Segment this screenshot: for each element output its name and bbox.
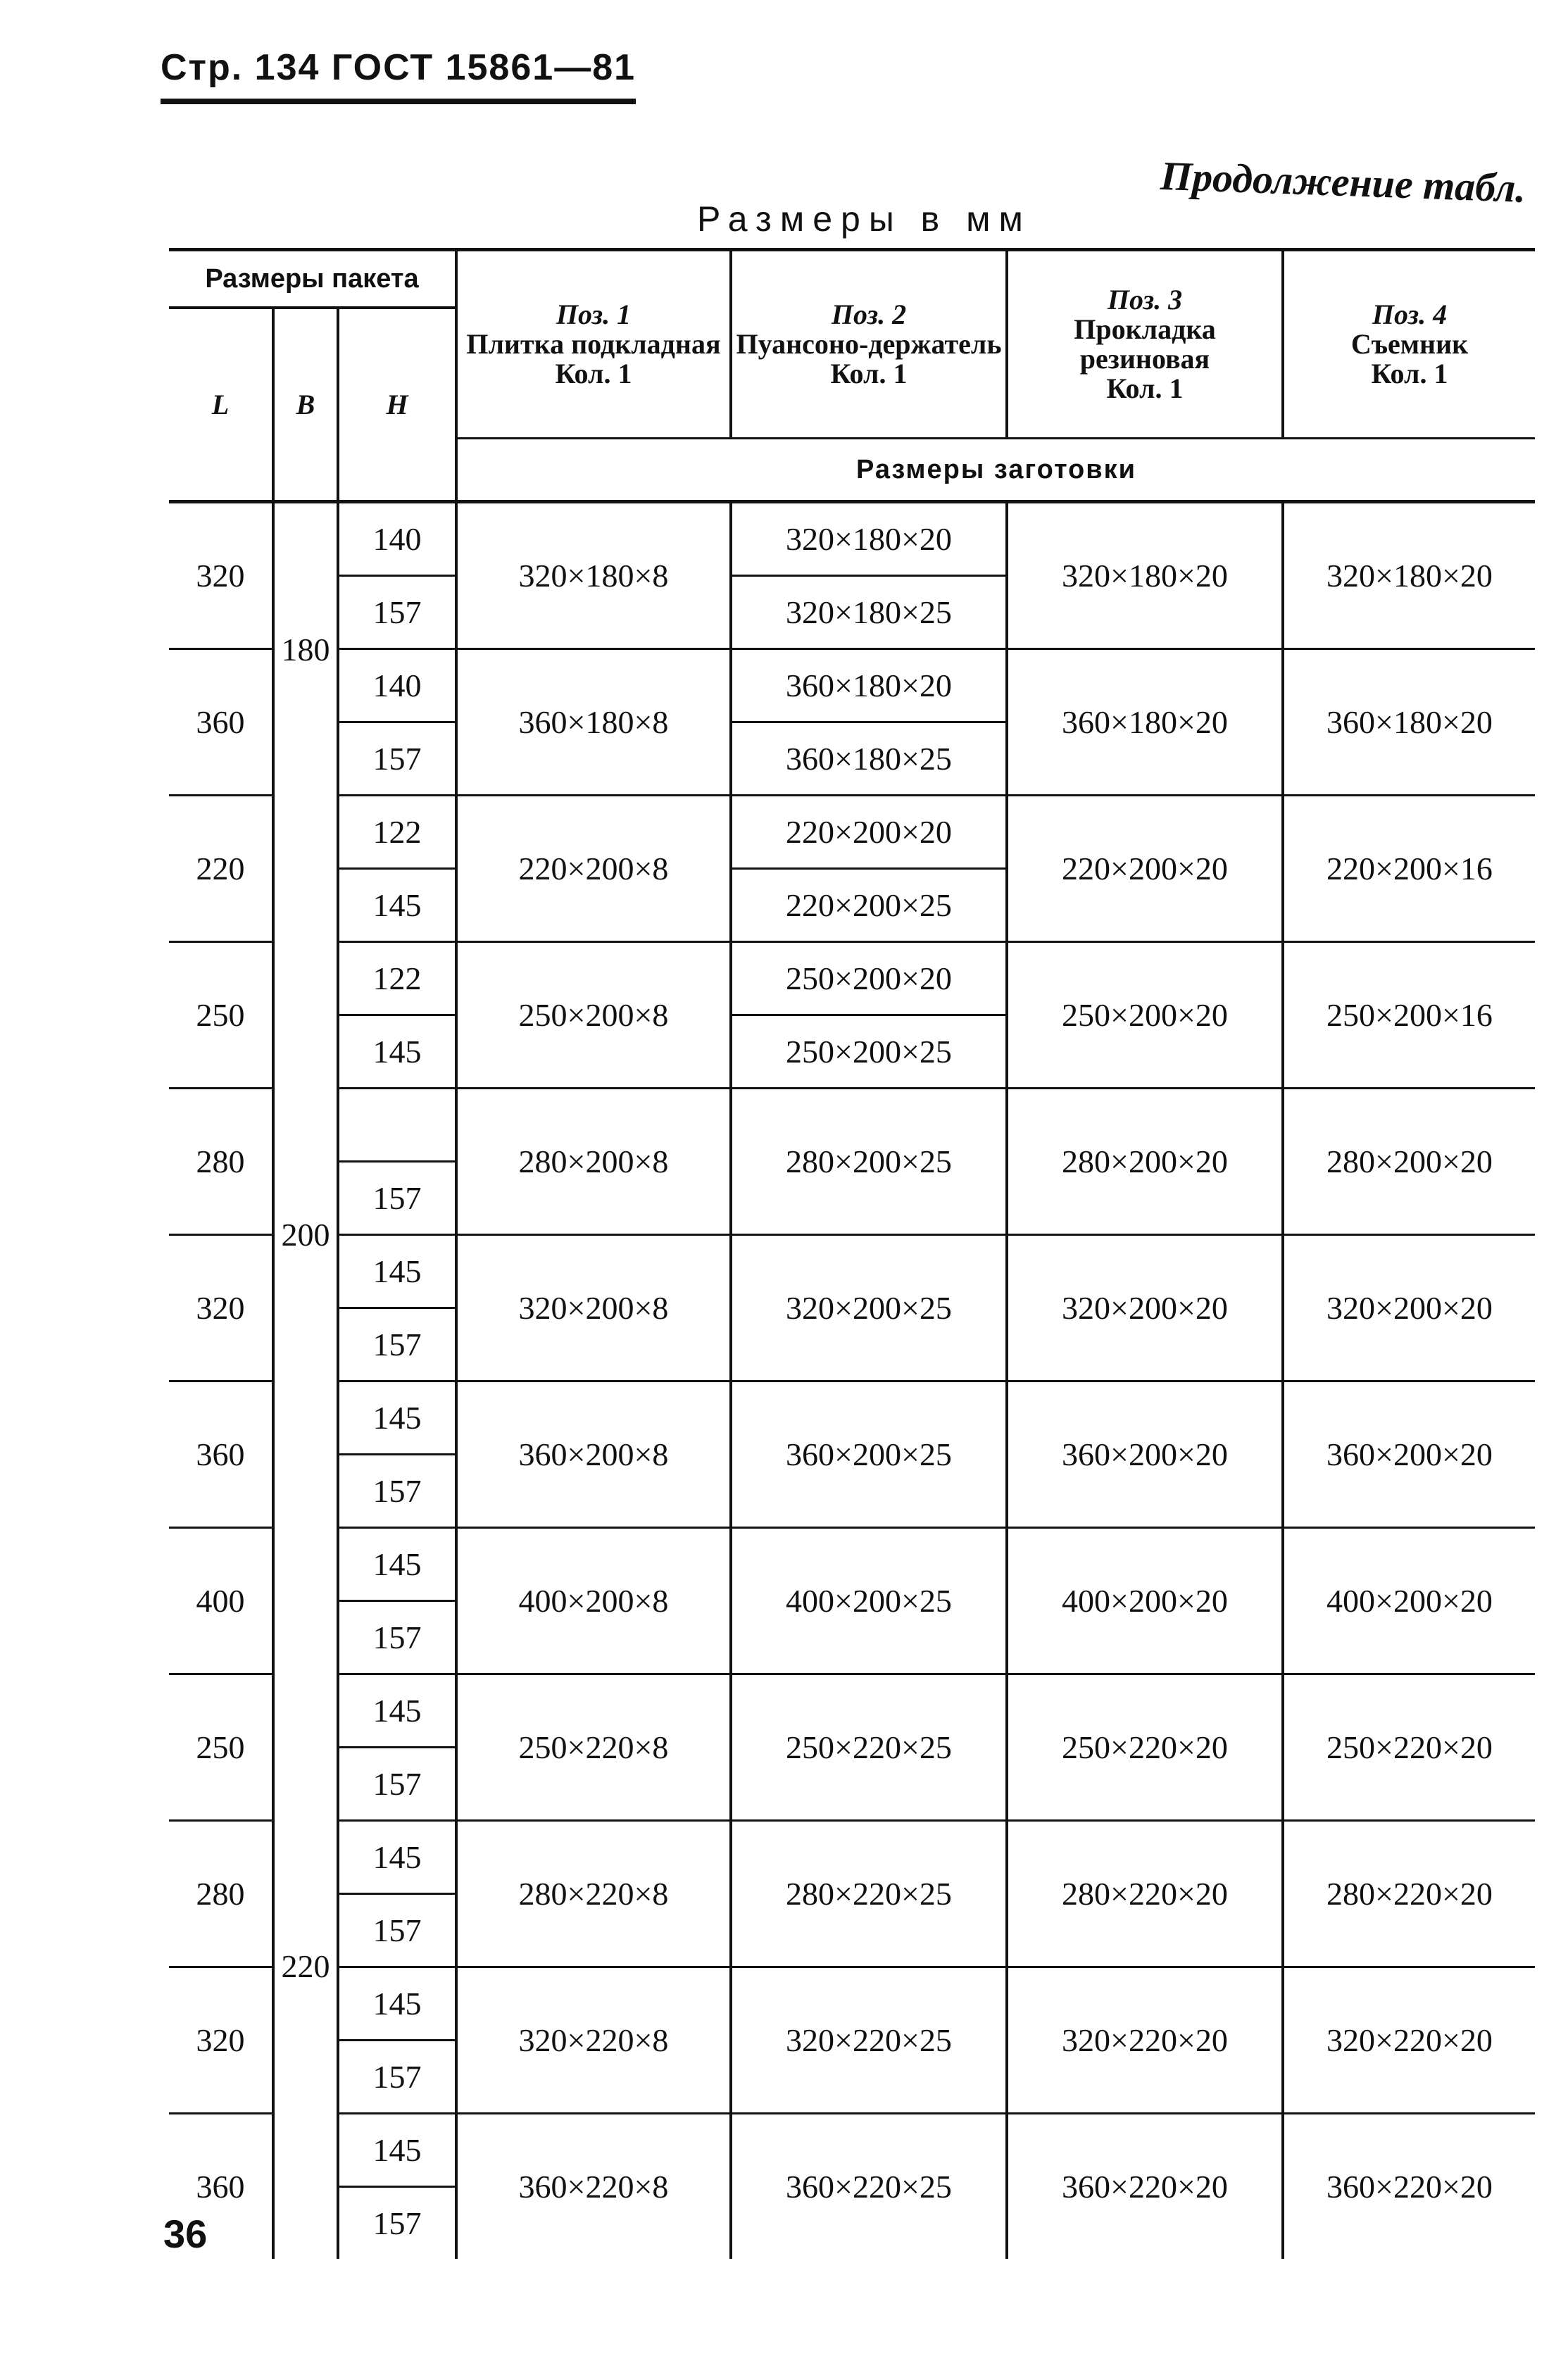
- units-label: Размеры в мм: [697, 199, 1031, 239]
- cell-pos4: 250×200×16: [1283, 942, 1535, 1089]
- continuation-label: Продолжение табл.: [1159, 152, 1526, 212]
- cell-pos4: 280×220×20: [1283, 1821, 1535, 1967]
- pos1-qty: Кол. 1: [555, 358, 632, 389]
- pos2-qty: Кол. 1: [830, 358, 908, 389]
- cell-pos4: 220×200×16: [1283, 796, 1535, 942]
- cell-pos2: 400×200×25: [731, 1528, 1007, 1674]
- page-header: Стр. 134 ГОСТ 15861—81: [161, 46, 636, 104]
- cell-pos2: 360×180×25: [731, 722, 1007, 796]
- pos3-header: [1007, 250, 1283, 439]
- cell-H: 122: [338, 796, 456, 869]
- pos1-number: Поз. 1: [556, 299, 632, 330]
- cell-pos3: 320×180×20: [1007, 502, 1283, 649]
- cell-pos1: 360×200×8: [456, 1381, 731, 1528]
- cell-pos3: 250×200×20: [1007, 942, 1283, 1089]
- table-row: [169, 942, 1535, 1015]
- cell-L: 360: [169, 1381, 273, 1528]
- cell-H: 157: [338, 2041, 456, 2114]
- cell-H: 140: [338, 502, 456, 576]
- cell-L: 250: [169, 942, 273, 1089]
- cell-H: 145: [338, 1821, 456, 1894]
- pos4-name: Съемник: [1350, 328, 1469, 360]
- cell-L: 320: [169, 502, 273, 649]
- cell-L: 280: [169, 1089, 273, 1235]
- table-row: [169, 1821, 1535, 1894]
- cell-L: 320: [169, 1967, 273, 2114]
- cell-H: 157: [338, 1455, 456, 1528]
- cell-pos4: 320×200×20: [1283, 1235, 1535, 1381]
- cell-pos2: 320×220×25: [731, 1967, 1007, 2114]
- cell-B: 220: [273, 1674, 338, 2260]
- package-sizes-header: Размеры пакета: [169, 250, 456, 308]
- cell-L: 220: [169, 796, 273, 942]
- cell-pos2: 320×180×20: [731, 502, 1007, 576]
- cell-pos3: 400×200×20: [1007, 1528, 1283, 1674]
- cell-pos1: 220×200×8: [456, 796, 731, 942]
- col-H-header: H: [338, 308, 456, 502]
- pos3-name: Прокладка резиновая: [1074, 313, 1216, 375]
- cell-H: 145: [338, 869, 456, 942]
- cell-pos4: 360×200×20: [1283, 1381, 1535, 1528]
- table-row: [169, 1674, 1535, 1748]
- cell-pos1: 280×220×8: [456, 1821, 731, 1967]
- cell-pos4: 400×200×20: [1283, 1528, 1535, 1674]
- cell-L: 360: [196, 2169, 245, 2205]
- cell-pos3: 220×200×20: [1007, 796, 1283, 942]
- cell-pos2: 280×200×25: [731, 1089, 1007, 1235]
- table-row: [169, 502, 1535, 576]
- cell-H: 157: [338, 1308, 456, 1381]
- pos4-qty: Кол. 1: [1371, 358, 1448, 389]
- table-row: [169, 1235, 1535, 1308]
- cell-pos1: 320×200×8: [456, 1235, 731, 1381]
- cell-pos1: 250×220×8: [456, 1674, 731, 1821]
- cell-pos1: 280×200×8: [456, 1089, 731, 1235]
- cell-H: 145: [338, 1528, 456, 1601]
- cell-pos3: 250×220×20: [1007, 1674, 1283, 1821]
- cell-pos4: 360×180×20: [1283, 649, 1535, 796]
- cell-pos1: 360×220×8: [456, 2114, 731, 2260]
- cell-L: 400: [169, 1528, 273, 1674]
- cell-B: 200: [273, 796, 338, 1674]
- cell-H: 145: [338, 1674, 456, 1748]
- table-row: [169, 1381, 1535, 1455]
- cell-pos3: 280×220×20: [1007, 1821, 1283, 1967]
- cell-pos4: 280×200×20: [1283, 1089, 1535, 1235]
- cell-H: 157: [338, 1162, 456, 1235]
- pos3-qty: Кол. 1: [1106, 372, 1184, 404]
- cell-pos1: 250×200×8: [456, 942, 731, 1089]
- pos2-name: Пуансоно-держатель: [736, 328, 1002, 360]
- cell-pos3: 360×200×20: [1007, 1381, 1283, 1528]
- cell-pos2: 280×220×25: [731, 1821, 1007, 1967]
- cell-H: 145: [338, 1967, 456, 2041]
- cell-pos2: 360×200×25: [731, 1381, 1007, 1528]
- cell-pos4: 360×220×20: [1326, 2169, 1493, 2205]
- cell-H: [338, 1089, 456, 1162]
- cell-pos2: 360×180×20: [731, 649, 1007, 722]
- cell-pos2: 250×200×20: [731, 942, 1007, 1015]
- cell-pos3: 320×220×20: [1007, 1967, 1283, 2114]
- table-row: [169, 1089, 1535, 1162]
- table-row: [169, 1967, 1535, 2041]
- cell-pos3: 280×200×20: [1007, 1089, 1283, 1235]
- cell-pos1: 320×220×8: [456, 1967, 731, 2114]
- cell-H: 157: [338, 722, 456, 796]
- pos2-number: Поз. 2: [831, 299, 907, 330]
- pos1-header: [456, 250, 731, 439]
- cell-H: 145: [338, 1015, 456, 1089]
- pos3-number: Поз. 3: [1107, 284, 1183, 315]
- cell-L: 320: [169, 1235, 273, 1381]
- cell-H: 145: [338, 1381, 456, 1455]
- cell-pos2: 220×200×25: [731, 869, 1007, 942]
- cell-pos4: 250×220×20: [1283, 1674, 1535, 1821]
- cell-L: 280: [169, 1821, 273, 1967]
- cell-pos1: 400×200×8: [456, 1528, 731, 1674]
- page-number: 36: [163, 2212, 208, 2256]
- cell-pos1: 320×180×8: [456, 502, 731, 649]
- table-body: [169, 502, 1535, 2260]
- cell-H: 145: [338, 2114, 456, 2187]
- table-row: [169, 796, 1535, 869]
- cell-L: 360: [169, 649, 273, 796]
- cell-pos1: 360×180×8: [456, 649, 731, 796]
- cell-pos4: 320×220×20: [1283, 1967, 1535, 2114]
- pos2-header: [731, 250, 1007, 439]
- cell-H: 157: [338, 2187, 456, 2260]
- cell-pos3: 360×220×20: [1007, 2114, 1283, 2260]
- cell-pos2: 220×200×20: [731, 796, 1007, 869]
- cell-pos3: 320×200×20: [1007, 1235, 1283, 1381]
- cell-H: 145: [338, 1235, 456, 1308]
- col-L-header: L: [169, 308, 273, 502]
- cell-pos2: 320×200×25: [731, 1235, 1007, 1381]
- cell-H: 157: [338, 1601, 456, 1674]
- cell-H: 122: [338, 942, 456, 1015]
- cell-H: 157: [338, 1748, 456, 1821]
- cell-H: 140: [338, 649, 456, 722]
- cell-B: 180: [273, 502, 338, 796]
- cell-pos2: 360×220×25: [731, 2114, 1007, 2260]
- col-B-header: B: [273, 308, 338, 502]
- table-row: [169, 1528, 1535, 1601]
- table-row: [169, 649, 1535, 722]
- blank-sizes-header: Размеры заготовки: [456, 439, 1535, 502]
- cell-pos3: 360×180×20: [1007, 649, 1283, 796]
- cell-pos2: 320×180×25: [731, 576, 1007, 649]
- table-row: [169, 2114, 1535, 2187]
- cell-pos2: 250×220×25: [731, 1674, 1007, 1821]
- dimensions-table: [169, 248, 1535, 2259]
- cell-pos4: 320×180×20: [1283, 502, 1535, 649]
- cell-H: 157: [338, 1894, 456, 1967]
- pos1-name: Плитка подкладная: [466, 328, 721, 360]
- cell-L: 250: [169, 1674, 273, 1821]
- cell-H: 157: [338, 576, 456, 649]
- pos4-number: Поз. 4: [1372, 299, 1448, 330]
- pos4-header: [1283, 250, 1535, 439]
- cell-pos2: 250×200×25: [731, 1015, 1007, 1089]
